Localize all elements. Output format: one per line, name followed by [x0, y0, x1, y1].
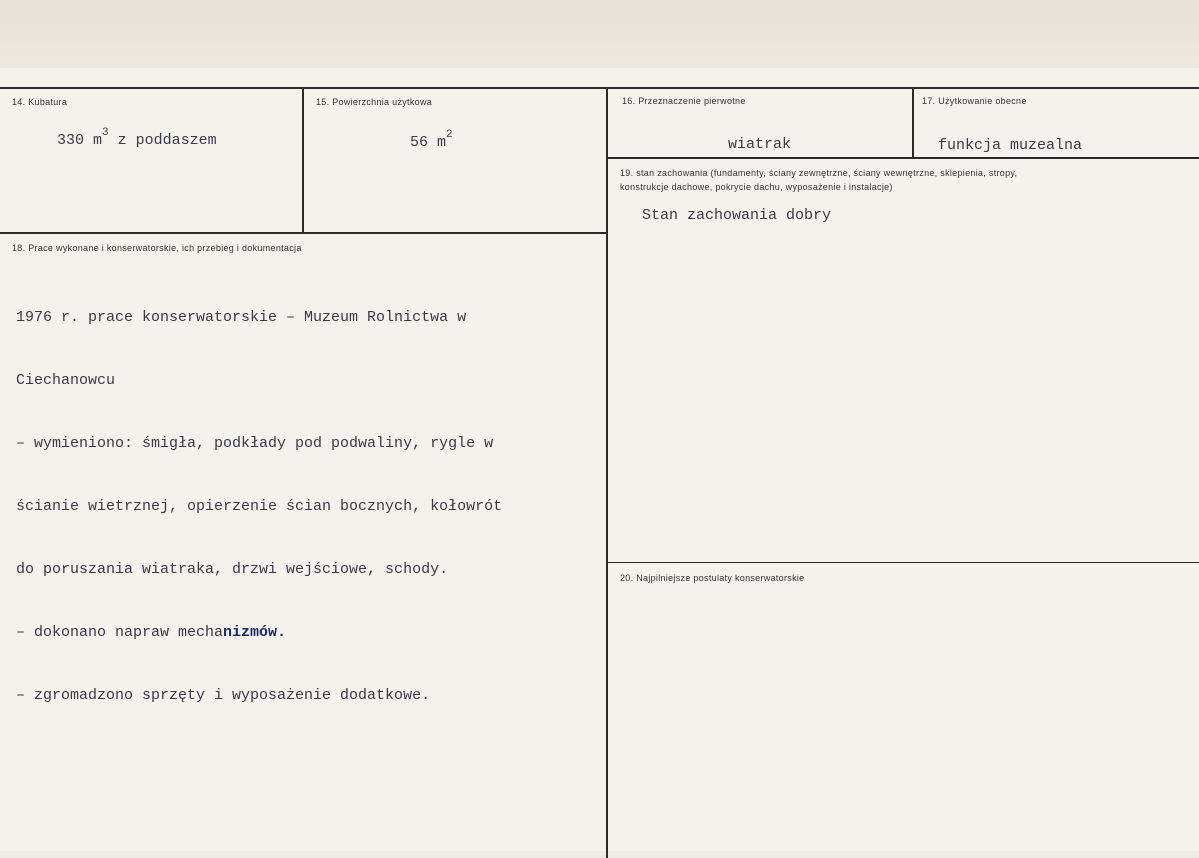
- uzytkowanie-label: 17. Użytkowanie obecne: [922, 96, 1027, 106]
- kubatura-label: 14. Kubatura: [12, 97, 68, 107]
- divider-h-right-mid: [607, 562, 1199, 563]
- divider-v3: [912, 88, 914, 158]
- prace-line-4: ścianie wietrznej, opierzenie ścian bocznych, kołowrót: [16, 498, 503, 515]
- divider-v1: [302, 88, 304, 233]
- divider-h-left: [0, 232, 607, 234]
- kubatura-suffix: z poddaszem: [108, 132, 217, 149]
- powierzchnia-number: 56 m: [410, 134, 447, 151]
- prace-label: 18. Prace wykonane i konserwatorskie, ich przebieg i dokumentacja: [12, 243, 302, 253]
- prace-line-7: – zgromadzono sprzęty i wyposażenie dodatkowe.: [16, 687, 431, 704]
- stan-label-line-1: 19. stan zachowania (fundamenty, ściany zewnętrzne, ściany wewnętrzne, sklepienia, stropy,: [620, 168, 1018, 178]
- prace-line-3: – wymieniono: śmigła, podkłady pod podwaliny, rygle w: [16, 435, 494, 452]
- postulaty-label: 20. Najpilniejsze postulaty konserwatorskie: [620, 573, 805, 583]
- powierzchnia-exponent: 2: [446, 129, 453, 141]
- przeznaczenie-value: wiatrak: [728, 136, 792, 153]
- record-card: [0, 68, 1199, 851]
- kubatura-number: 330 m: [57, 132, 103, 149]
- naprawy-prefix: – dokonano napraw mecha: [16, 624, 224, 641]
- prace-line-1: 1976 r. prace konserwatorskie – Muzeum Rolnictwa w: [16, 309, 467, 326]
- naprawy-bold: nizmów.: [223, 624, 287, 641]
- powierzchnia-value: [410, 129, 453, 151]
- divider-v-main: [606, 88, 608, 858]
- kubatura-value: [57, 127, 217, 149]
- stan-value: Stan zachowania dobry: [642, 207, 832, 224]
- prace-text: [16, 265, 502, 748]
- divider-h-right-top: [607, 157, 1199, 159]
- page-top-edge: [0, 0, 1199, 69]
- prace-line-5: do poruszania wiatraka, drzwi wejściowe, schody.: [16, 561, 449, 578]
- prace-line-2: Ciechanowcu: [16, 372, 116, 389]
- powierzchnia-label: 15. Powierzchnia użytkowa: [316, 97, 433, 107]
- uzytkowanie-value: funkcja muzealna: [938, 137, 1083, 154]
- kubatura-exponent: 3: [102, 127, 109, 139]
- prace-line-6: [16, 622, 502, 643]
- stan-label-line-2: konstrukcje dachowe, pokrycie dachu, wyposażenie i instalacje): [620, 182, 893, 192]
- przeznaczenie-label: 16. Przeznaczenie pierwotne: [622, 96, 746, 106]
- top-rule: [0, 87, 1199, 89]
